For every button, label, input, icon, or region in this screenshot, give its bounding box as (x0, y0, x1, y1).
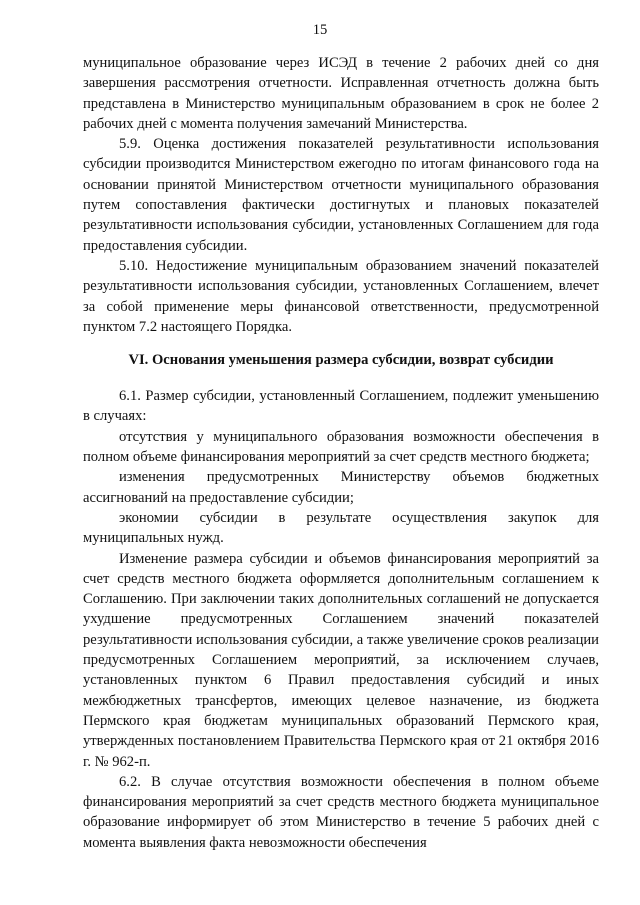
paragraph: отсутствия у муниципального образования возможности обеспечения в полном объеме финансирования мероприятий за счет средств местного бюджета; (83, 428, 599, 466)
page-number: 15 (312, 22, 328, 38)
section-heading: VI. Основания уменьшения размера субсидии, возврат субсидии (128, 352, 554, 369)
paragraphs-before-heading (83, 53, 599, 337)
paragraph: 6.1. Размер субсидии, установленный Соглашением, подлежит уменьшению в случаях: (83, 388, 599, 425)
paragraph: муниципальное образование через ИСЭД в течение 2 рабочих дней со дня завершения рассмотрения отчетности. Исправленная отчетность должна быть представлена в Министерство муниципальным образованием в срок не более 2 рабочих дней с момента получения замечаний Министерства. (83, 55, 599, 132)
paragraph: 5.10. Недостижение муниципальным образованием значений показателей результативности использования субсидии, установленных Соглашением, влечет за собой применение меры финансовой ответственности, предусмотренной пунктом 7.2 настоящего Порядка. (83, 257, 599, 335)
paragraph: экономии субсидии в результате осуществления закупок для муниципальных нужд. (83, 509, 599, 547)
paragraph: 6.2. В случае отсутствия возможности обеспечения в полном объеме финансирования мероприятий за счет средств местного бюджета муниципальное образование информирует об этом Министерство в течение 5 рабочих дней с момента выявления факта невозможности обеспечения (83, 773, 599, 851)
paragraph: изменения предусмотренных Министерству объемов бюджетных ассигнований на предоставление субсидии; (83, 469, 599, 506)
paragraphs-after-heading (83, 386, 599, 853)
document-body (83, 53, 599, 853)
paragraph: 5.9. Оценка достижения показателей результативности использования субсидии производится Министерством ежегодно по итогам финансового года на основании принятой Министерством отчетности муниципального образования путем сопоставления фактически достигнутых и плановых показателей результативности использования субсидии, установленных Соглашением для года предоставления субсидии. (83, 136, 599, 254)
paragraph: Изменение размера субсидии и объемов финансирования мероприятий за счет средств местного бюджета оформляется дополнительным соглашением к Соглашению. При заключении таких дополнительных соглашений не допускается ухудшение предусмотренных Соглашением значений показателей результативности использования субсидии, а также увеличение сроков реализации предусмотренных Соглашением мероприятий, за исключением случаев, установленных пунктом 6 Правил предоставления субсидий и иных межбюджетных трансфертов, имеющих целевое назначение, из бюджета Пермского края бюджетам муниципальных образований Пермского края, утвержденных постановлением Правительства Пермского края от 21 октября 2016 г. № 962-п. (83, 550, 599, 770)
